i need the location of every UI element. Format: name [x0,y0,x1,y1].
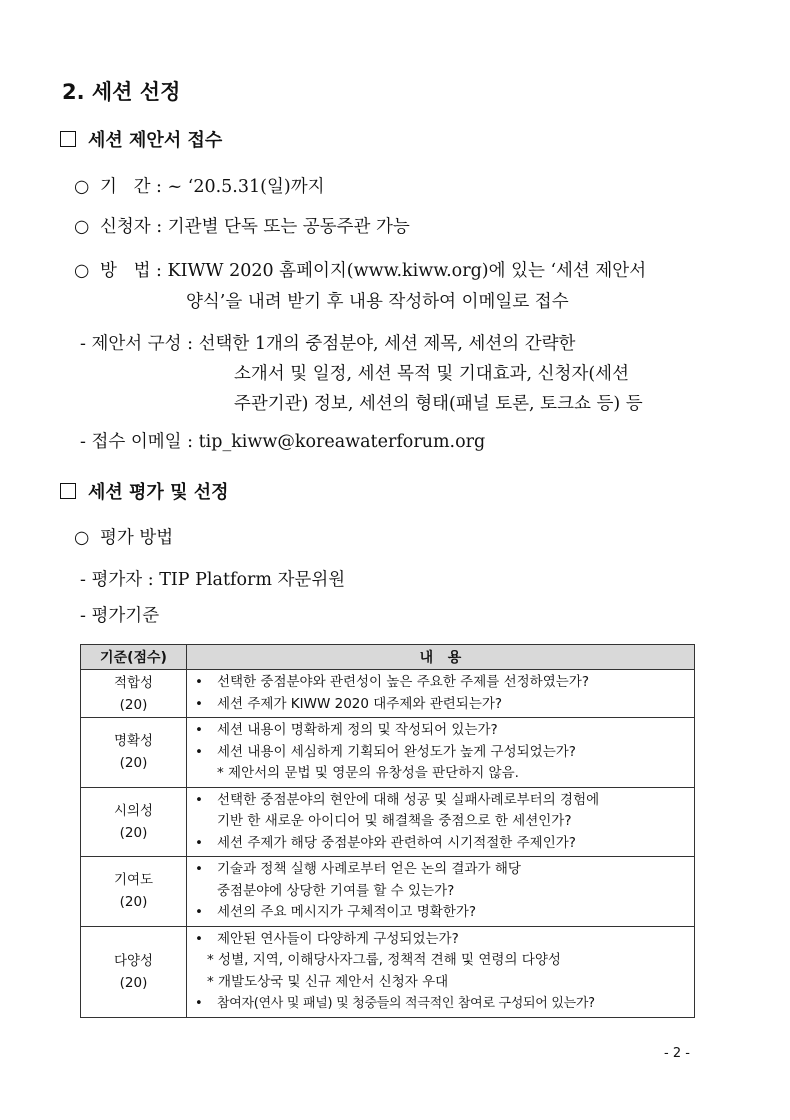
content-line: 세션 내용이 세심하게 기획되어 완성도가 높게 구성되었는가? [217,743,576,760]
page-number: - 2 - [664,1046,690,1061]
criteria-name: 적합성 [113,674,154,691]
evaluation-method-text: 평가 방법 [100,528,174,548]
content-line: 세션 주제가 해당 중점분야와 관련하여 시기적절한 주제인가? [217,834,576,851]
content-note: * 성별, 지역, 이해당사자그룹, 정책적 견해 및 연령의 다양성 [207,952,561,968]
criteria-score: (20) [119,755,148,772]
criteria-cell [81,857,187,927]
bullet-icon: • [195,674,203,690]
content-cell [187,857,695,927]
content-line: 제안된 연사들이 다양하게 구성되었는가? [217,930,459,947]
content-line: 세션 주제가 KIWW 2020 대주제와 관련되는가? [217,695,503,712]
composition-item [80,330,575,355]
criteria-cell [81,670,187,718]
subsection-heading-evaluation [60,478,229,504]
criteria-name: 다양성 [113,952,154,969]
subsection-heading-proposal [60,126,222,152]
circle-bullet-icon: ○ [74,528,90,548]
email-item [80,428,485,453]
criteria-table [80,644,695,1018]
bullet-icon: • [195,861,203,877]
bullet-icon: • [195,996,203,1011]
checkbox-square-icon [60,131,76,147]
circle-bullet-icon: ○ [74,261,90,281]
section-title: 2. 세션 선정 [62,80,181,104]
circle-bullet-icon: ○ [74,217,90,237]
content-line: 중점분야에 상당한 기여를 할 수 있는가? [217,882,455,899]
bullet-icon: • [195,743,203,760]
composition-line-3: 주관기관) 정보, 세션의 형태(패널 토론, 토크쇼 등) 등 [234,394,643,414]
period-value: ~ ‘20.5.31(일)까지 [167,177,325,197]
email-value: tip_kiww@koreawaterforum.org [198,432,486,452]
composition-label: - 제안서 구성 : [80,334,194,354]
applicant-label: 신청자 : [100,217,163,237]
evaluator-item: - 평가자 : TIP Platform 자문위원 [80,570,346,590]
content-cell [187,926,695,1017]
method-line-1: KIWW 2020 홈페이지(www.kiww.org)에 있는 ‘세션 제안서 [167,261,647,281]
criteria-name: 명확성 [113,733,154,750]
content-line: 기술과 정책 실행 사례로부터 얻은 논의 결과가 해당 [217,861,521,877]
composition-line-2: 소개서 및 일정, 세션 목적 및 기대효과, 신청자(세션 [234,364,629,384]
criteria-cell [81,926,187,1017]
criteria-label: - 평가기준 [80,606,160,626]
criteria-cell [81,718,187,788]
bullet-icon: • [195,834,203,851]
email-label: - 접수 이메일 : [80,432,194,452]
method-label: 방 법 : [100,261,162,281]
table-row [81,718,695,788]
content-line: 세션 내용이 명확하게 정의 및 작성되어 있는가? [217,722,498,738]
table-row [81,857,695,927]
bullet-icon: • [195,791,203,808]
bullet-icon: • [195,695,203,712]
bullet-icon: • [195,722,203,738]
table-row [81,926,695,1017]
table-row [81,787,695,857]
bullet-icon: • [195,930,203,947]
content-line: 기반 한 새로운 아이디어 및 해결책을 중점으로 한 세션인가? [217,813,572,829]
header-content: 내 용 [187,645,695,670]
applicant-value: 기관별 단독 또는 공동주관 가능 [167,217,410,237]
content-line: 선택한 중점분야의 현안에 대해 성공 및 실패사례로부터의 경험에 [217,791,600,808]
criteria-cell [81,787,187,857]
content-cell [187,787,695,857]
circle-bullet-icon: ○ [74,177,90,197]
checkbox-square-icon [60,483,76,499]
evaluation-heading-text: 세션 평가 및 선정 [88,482,229,503]
composition-line-1: 선택한 1개의 중점분야, 세션 제목, 세션의 간략한 [198,334,576,354]
content-line: 참여자(연사 및 패널) 및 청중들의 적극적인 참여로 구성되어 있는가? [217,996,595,1011]
header-criteria: 기준(점수) [81,645,187,670]
criteria-name: 기여도 [113,872,154,889]
criteria-score: (20) [119,894,148,911]
method-line-2: 양식’을 내려 받기 후 내용 작성하여 이메일로 접수 [186,292,569,312]
bullet-icon: • [195,904,203,920]
evaluation-method-item [74,524,173,549]
criteria-name: 시의성 [113,802,154,819]
method-item [74,257,646,282]
criteria-score: (20) [119,824,148,841]
content-cell [187,718,695,788]
content-cell [187,670,695,718]
content-note: * 개발도상국 및 신규 제안서 신청자 우대 [207,973,449,990]
criteria-score: (20) [119,696,148,713]
period-item [74,173,325,198]
content-line: 세션의 주요 메시지가 구체적이고 명확한가? [217,904,477,920]
content-line: 선택한 중점분야와 관련성이 높은 주요한 주제를 선정하였는가? [217,674,589,690]
content-note: * 제안서의 문법 및 영문의 유창성을 판단하지 않음. [217,765,519,781]
table-header-row [81,645,695,670]
period-label: 기 간 : [100,177,162,197]
applicant-item [74,213,410,238]
proposal-heading-text: 세션 제안서 접수 [88,130,223,151]
table-row [81,670,695,718]
criteria-score: (20) [119,974,148,991]
